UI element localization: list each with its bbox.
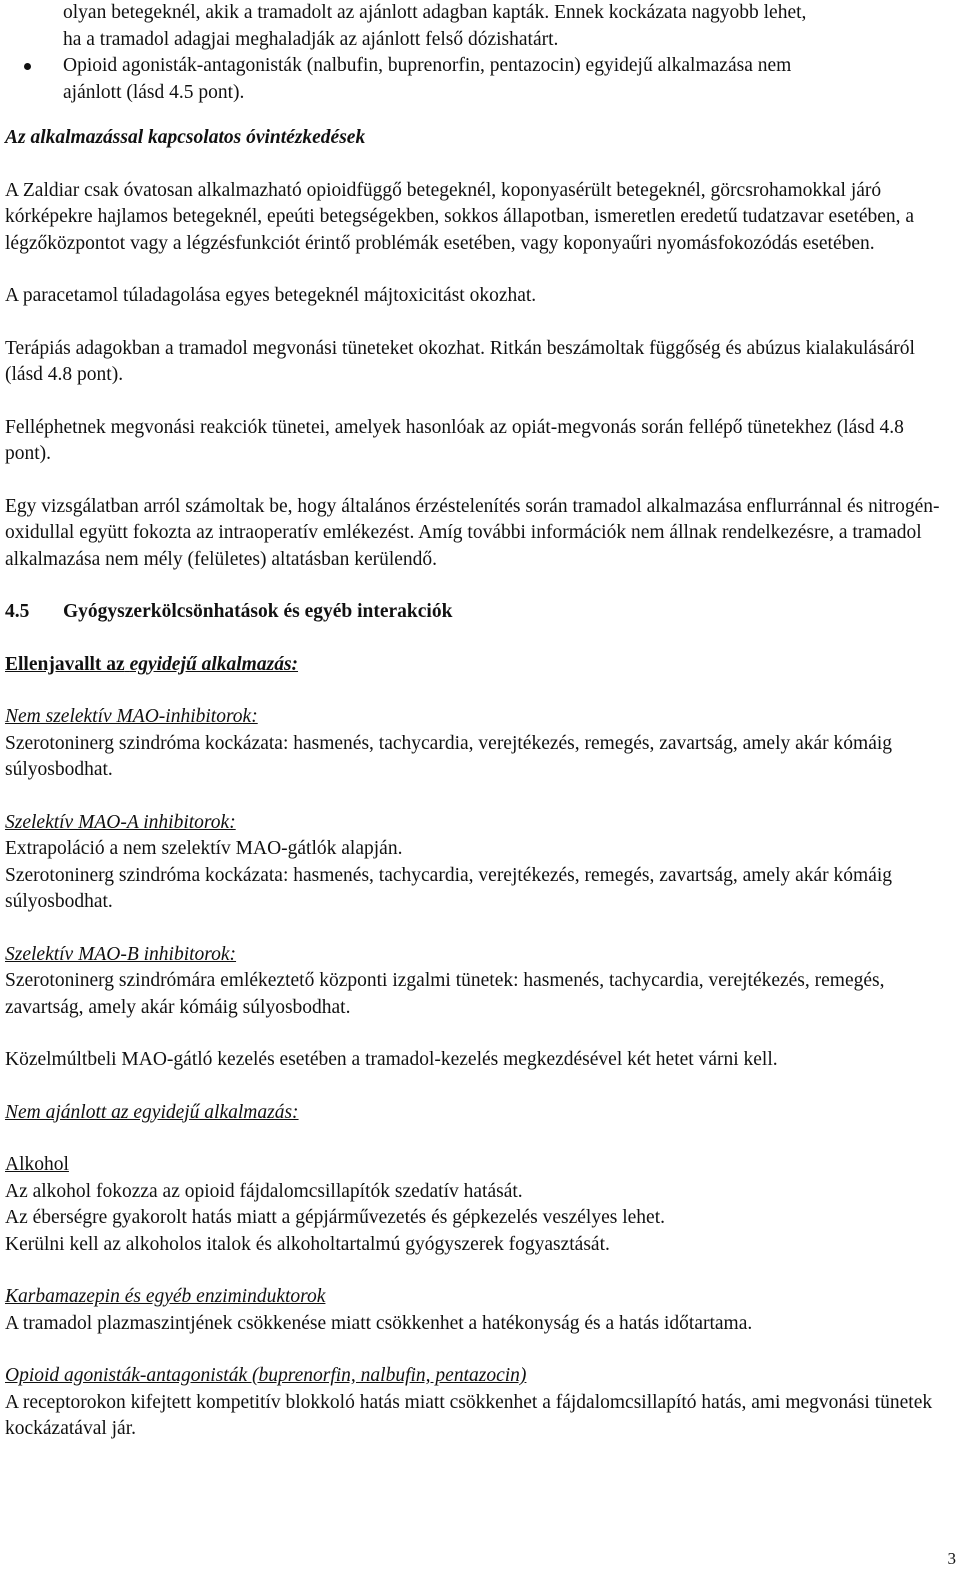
precautions-paragraph: Egy vizsgálatban arról számoltak be, hogy általános érzéstelenítés során tramadol alkalmazása enflurránnal és nitrogén-oxidullal együtt fokozta az intraoperatív emlékezést. Amíg további információk nem állnak rendelkezésre, a tramadol alkalmazása nem mély (felületes) altatásban kerülendő. xyxy=(5,495,940,570)
paragraph: Szerotoninerg szindrómára emlékeztető központi izgalmi tünetek: hasmenés, tachycardia, verejtékezés, remegés, zavartság, amely akár kómáig súlyosbodhat. xyxy=(5,970,885,1018)
precautions-paragraph: Terápiás adagokban a tramadol megvonási tüneteket okozhat. Ritkán beszámoltak függőség és abúzus kialakulásáról (lásd 4.8 pont). xyxy=(5,337,915,385)
precautions-heading: Az alkalmazással kapcsolatos óvintézkedések xyxy=(5,127,366,148)
contraindicated-heading-italic: egyidejű alkalmazás: xyxy=(129,653,299,675)
precautions-paragraph: A Zaldiar csak óvatosan alkalmazható opioidfüggő betegeknél, koponyasérült betegeknél, görcsrohamokkal járó kórképekre hajlamos betegeknél, epeúti betegségekben, sokkos állapotban, ismeretlen eredetű tudatzavar esetében, a légzőközpontot vagy a légzésfunkciót érintő problémák esetében, vagy koponyaűri nyomásfokozódás esetében. xyxy=(5,179,915,254)
section-title: Gyógyszerkölcsönhatások és egyéb interakciók xyxy=(63,601,453,622)
list-item xyxy=(5,53,945,106)
contraindicated-heading-bold: Ellenjavallt az xyxy=(5,653,125,675)
bullet-line: Opioid agonisták-antagonisták (nalbufin, buprenorfin, pentazocin) egyidejű alkalmazása nem xyxy=(63,55,792,76)
paragraph: A receptorokon kifejtett kompetitív blokkoló hatás miatt csökkenhet a fájdalomcsillapító hatás, ami megvonási tünetek kockázatával jár. xyxy=(5,1391,933,1439)
paragraph: Szerotoninerg szindróma kockázata: hasmenés, tachycardia, verejtékezés, remegés, zavartság, amely akár kómáig súlyosbodhat. xyxy=(5,732,893,780)
subheading: Karbamazepin és egyéb enziminduktorok xyxy=(5,1286,326,1307)
paragraph: Az éberségre gyakorolt hatás miatt a gépjárművezetés és gépkezelés veszélyes lehet. xyxy=(5,1207,665,1228)
bullet-line: ha a tramadol adagjai meghaladják az ajánlott felső dózishatárt. xyxy=(63,28,559,50)
subheading: Alkohol xyxy=(5,1154,69,1175)
contraindicated-heading xyxy=(5,652,945,679)
subheading: Nem szelektív MAO-inhibitorok: xyxy=(5,706,258,727)
section-heading xyxy=(5,599,945,626)
bullet-line: olyan betegeknél, akik a tramadolt az ajánlott adagban kapták. Ennek kockázata nagyobb lehet, xyxy=(63,2,807,23)
paragraph: Szerotoninerg szindróma kockázata: hasmenés, tachycardia, verejtékezés, remegés, zavartság, amely akár kómáig súlyosbodhat. xyxy=(5,864,893,912)
paragraph: Extrapoláció a nem szelektív MAO-gátlók alapján. xyxy=(5,838,403,859)
document-page xyxy=(5,0,945,1443)
subheading: Szelektív MAO-B inhibitorok: xyxy=(5,943,237,965)
paragraph: Az alkohol fokozza az opioid fájdalomcsillapítók szedatív hatását. xyxy=(5,1180,523,1202)
bullet-line: ajánlott (lásd 4.5 pont). xyxy=(63,81,245,103)
bullet-list xyxy=(5,0,945,106)
page-number: 3 xyxy=(947,1548,956,1568)
precautions-paragraph: A paracetamol túladagolása egyes betegeknél májtoxicitást okozhat. xyxy=(5,285,537,306)
bullet-dot-icon xyxy=(24,63,31,70)
not-recommended-heading: Nem ajánlott az egyidejű alkalmazás: xyxy=(5,1101,299,1123)
precautions-paragraph: Felléphetnek megvonási reakciók tünetei, amelyek hasonlóak az opiát-megvonás során fellépő tünetekhez (lásd 4.8 pont). xyxy=(5,416,904,464)
paragraph: Kerülni kell az alkoholos italok és alkoholtartalmú gyógyszerek fogyasztását. xyxy=(5,1233,610,1255)
paragraph: Közelmúltbeli MAO-gátló kezelés esetében a tramadol-kezelés megkezdésével két hetet várni kell. xyxy=(5,1049,778,1070)
subheading: Szelektív MAO-A inhibitorok: xyxy=(5,811,236,833)
section-number: 4.5 xyxy=(5,601,30,622)
paragraph: A tramadol plazmaszintjének csökkenése miatt csökkenhet a hatékonyság és a hatás időtartama. xyxy=(5,1312,753,1334)
list-item xyxy=(5,0,945,53)
subheading: Opioid agonisták-antagonisták (buprenorfin, nalbufin, pentazocin) xyxy=(5,1365,527,1386)
